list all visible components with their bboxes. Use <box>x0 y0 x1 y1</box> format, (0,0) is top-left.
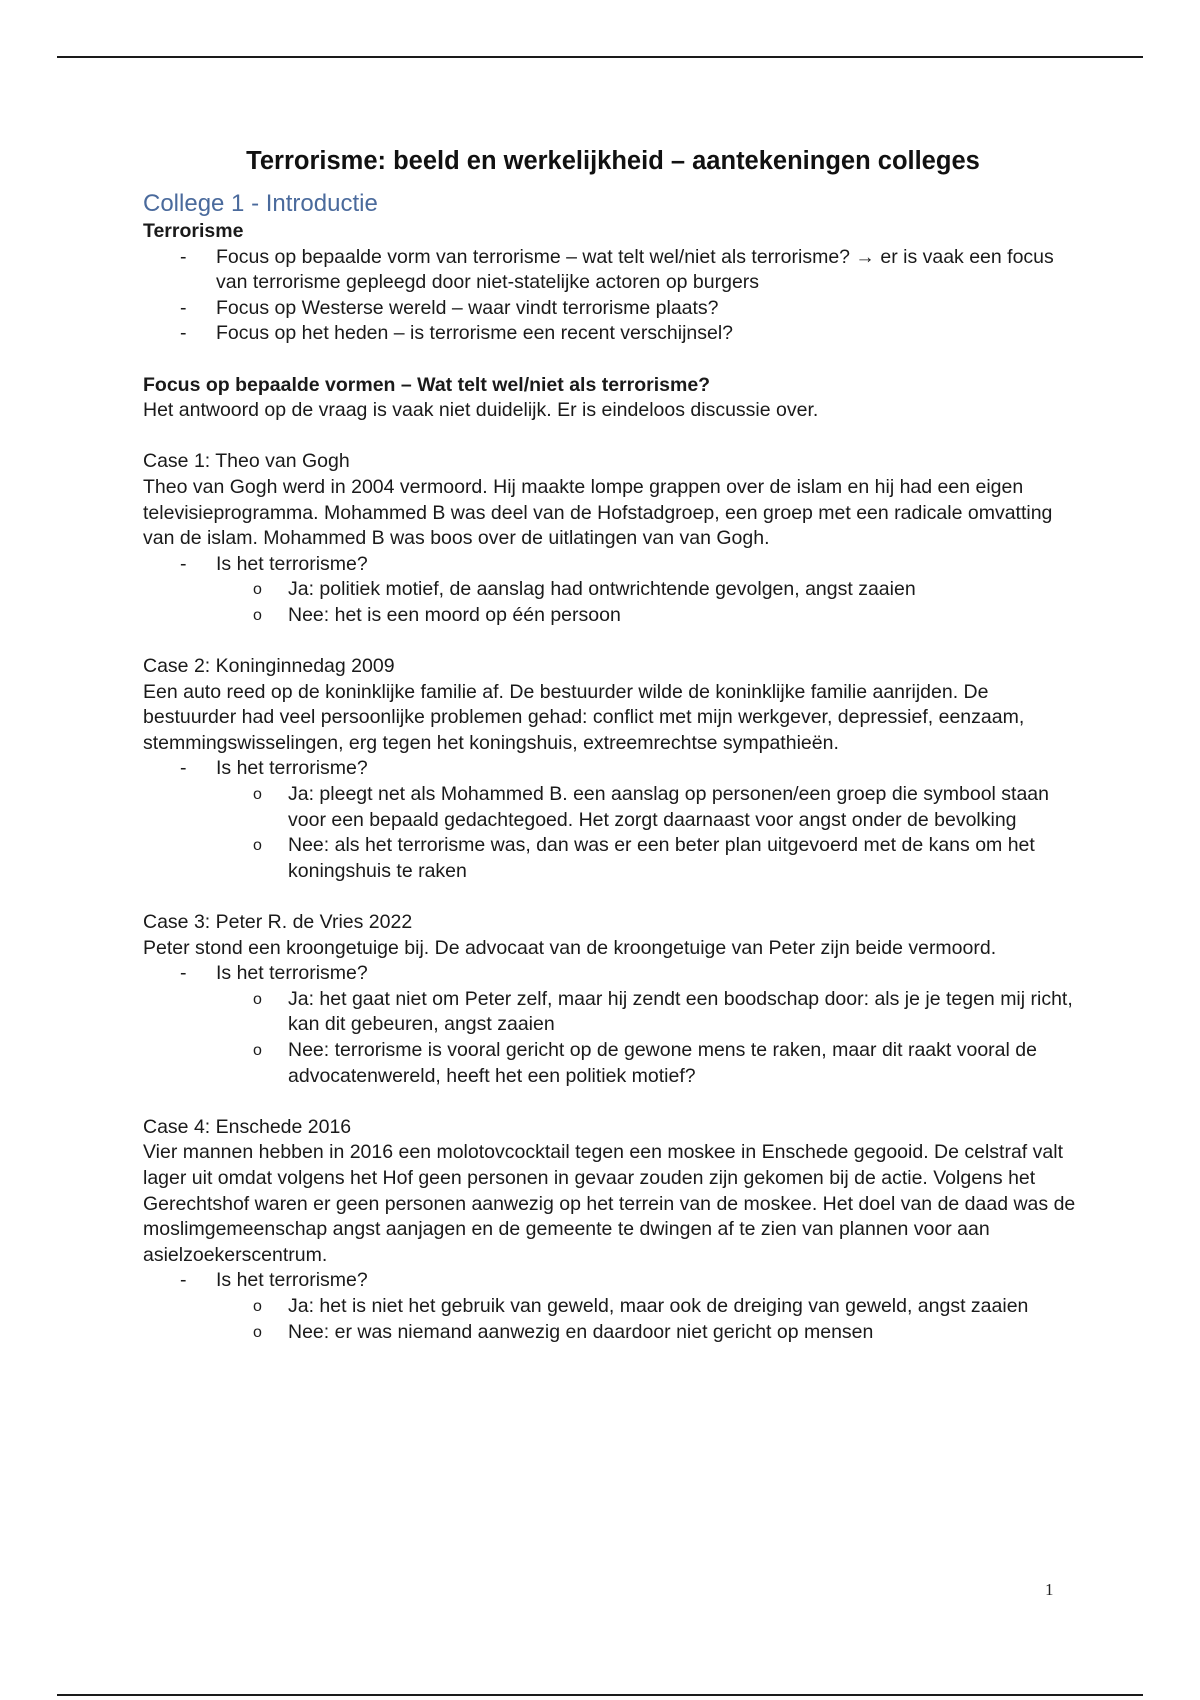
section-heading-terrorisme: Terrorisme <box>143 220 244 242</box>
answer-item: o Ja: politiek motief, de aanslag had ontwrichtende gevolgen, angst zaaien <box>288 577 1083 603</box>
answer-list <box>216 577 1083 628</box>
case-2 <box>143 654 1083 884</box>
college-heading: College 1 - Introductie <box>143 190 378 217</box>
case-question <box>216 961 1083 1089</box>
footer-rule <box>57 1694 1143 1696</box>
answer-list <box>216 782 1083 884</box>
question-text: - Is het terrorisme? <box>216 962 368 985</box>
case-title: Case 2: Koninginnedag 2009 <box>143 655 395 678</box>
case-title: Case 3: Peter R. de Vries 2022 <box>143 911 413 934</box>
case-question-list <box>143 756 1083 884</box>
case-paragraph: Een auto reed op de koninklijke familie af. De bestuurder wilde de koninklijke familie aanrijden. De bestuurder had veel persoonlijke problemen gehad: conflict met mijn werkgever, depressief, eenzaam, stemmingswisselingen, erg tegen het koningshuis, extreemrechtse sympathieën. <box>143 680 1025 754</box>
case-question-list <box>143 961 1083 1089</box>
case-question <box>216 1268 1083 1345</box>
case-3 <box>143 910 1083 1089</box>
case-question-list <box>143 552 1083 629</box>
answer-item: o Nee: terrorisme is vooral gericht op de gewone mens te raken, maar dit raakt vooral de advocatenwereld, heeft het een politiek motief? <box>288 1038 1083 1089</box>
answer-item: o Nee: er was niemand aanwezig en daardoor niet gericht op mensen <box>288 1320 1083 1346</box>
question-text: - Is het terrorisme? <box>216 1269 368 1292</box>
answer-list <box>216 1294 1083 1345</box>
answer-item: o Ja: pleegt net als Mohammed B. een aanslag op personen/een groep die symbool staan voor een bepaald gedachtegoed. Het zorgt daarnaast voor angst onder de bevolking <box>288 782 1083 833</box>
answer-item: o Ja: het gaat niet om Peter zelf, maar hij zendt een boodschap door: als je je tegen mij richt, kan dit gebeuren, angst zaaien <box>288 987 1083 1038</box>
question-text: - Is het terrorisme? <box>216 552 368 575</box>
section-heading-focus: Focus op bepaalde vormen – Wat telt wel/niet als terrorisme? <box>143 373 711 396</box>
case-1 <box>143 449 1083 628</box>
list-item: - Focus op het heden – is terrorisme een recent verschijnsel? <box>216 321 1083 347</box>
focus-paragraph: Het antwoord op de vraag is vaak niet duidelijk. Er is eindeloos discussie over. <box>143 399 819 422</box>
case-paragraph: Vier mannen hebben in 2016 een molotovcocktail tegen een moskee in Enschede gegooid. De celstraf valt lager uit omdat volgens het Hof geen personen in gevaar zouden zijn gekomen bij de actie. Volgens het Gerechtshof waren er geen personen aanwezig op het terrein van de moskee. Het doel van de daad was de moslimgemeenschap angst aanjagen en de gemeente te dwingen af te zien van plannen voor aan asielzoekerscentrum. <box>143 1141 1076 1266</box>
list-item: - Focus op Westerse wereld – waar vindt terrorisme plaats? <box>216 296 1083 322</box>
question-text: - Is het terrorisme? <box>216 757 368 780</box>
answer-list <box>216 987 1083 1089</box>
page-number: 1 <box>1045 1580 1054 1599</box>
case-question-list <box>143 1268 1083 1345</box>
document-title: Terrorisme: beeld en werkelijkheid – aantekeningen colleges <box>246 147 980 175</box>
terrorisme-list <box>143 245 1083 347</box>
case-question <box>216 552 1083 629</box>
header-rule <box>57 56 1143 58</box>
answer-item: o Ja: het is niet het gebruik van geweld, maar ook de dreiging van geweld, angst zaaien <box>288 1294 1083 1320</box>
answer-item: o Nee: het is een moord op één persoon <box>288 603 1083 629</box>
case-title: Case 1: Theo van Gogh <box>143 450 350 473</box>
case-question <box>216 756 1083 884</box>
case-paragraph: Theo van Gogh werd in 2004 vermoord. Hij maakte lompe grappen over de islam en hij had een eigen televisieprogramma. Mohammed B was deel van de Hofstadgroep, een groep met een radicale omvatting van de islam. Mohammed B was boos over de uitlatingen van van Gogh. <box>143 475 1053 550</box>
list-item: - Focus op bepaalde vorm van terrorisme – wat telt wel/niet als terrorisme? → er is vaak een focus van terrorisme gepleegd door niet-statelijke actoren op burgers <box>216 245 1083 296</box>
case-paragraph: Peter stond een kroongetuige bij. De advocaat van de kroongetuige van Peter zijn beide vermoord. <box>143 936 997 959</box>
page-content <box>143 145 1083 1345</box>
answer-item: o Nee: als het terrorisme was, dan was er een beter plan uitgevoerd met de kans om het koningshuis te raken <box>288 833 1083 884</box>
case-title: Case 4: Enschede 2016 <box>143 1115 352 1138</box>
case-4 <box>143 1115 1083 1345</box>
